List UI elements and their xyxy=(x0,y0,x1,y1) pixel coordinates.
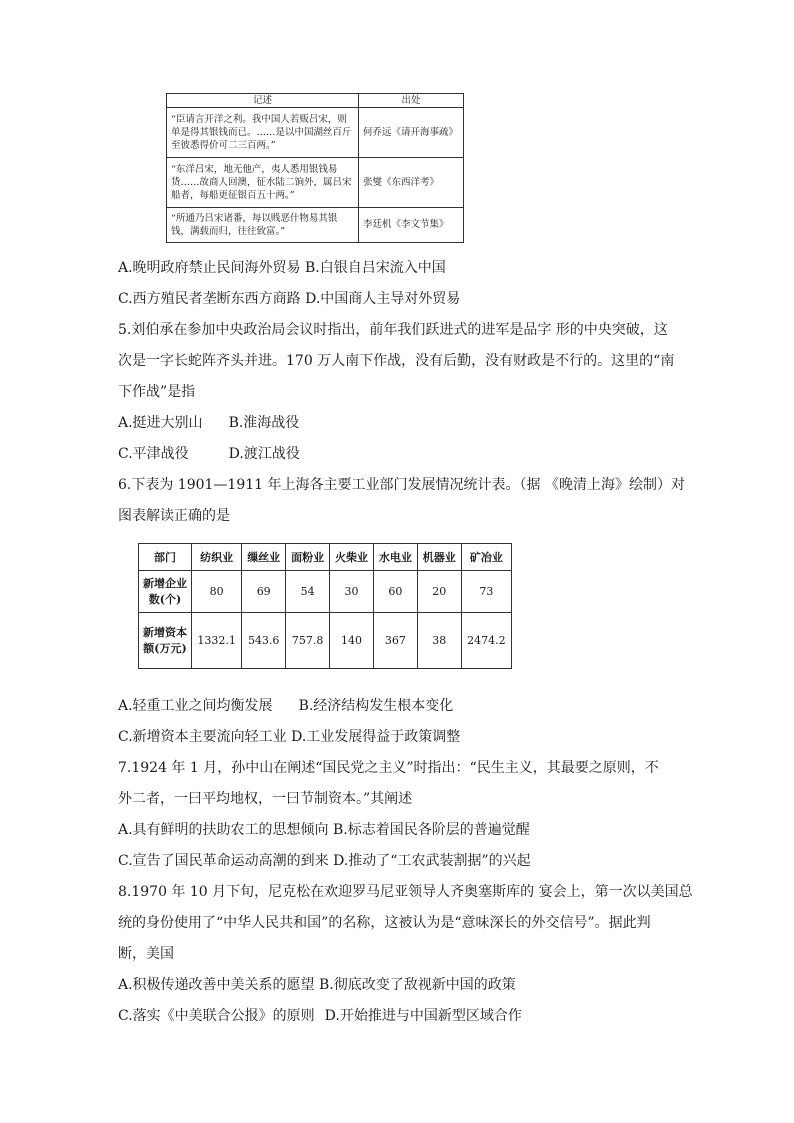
q6-options-ab xyxy=(118,696,453,716)
table1-header-record: 记述 xyxy=(167,94,359,108)
q8-stem-line-3: 断，美国 xyxy=(118,946,174,962)
q6-stem-line-2: 图表解读正确的是 xyxy=(118,508,230,524)
table2-cell: 757.8 xyxy=(286,613,330,669)
q6-option-a: A.轻重工业之间均衡发展 xyxy=(118,698,273,714)
table2-header-utility: 水电业 xyxy=(373,544,417,571)
q5-stem-line-1: 5.刘伯承在参加中央政治局会议时指出，前年我们跃进式的进军是品字 形的中央突破，这 xyxy=(118,322,668,338)
table2-cell: 30 xyxy=(330,571,374,613)
q7-stem-line-1: 7.1924 年 1 月，孙中山在阐述“国民党之主义”时指出：“民生主义，其最要之原则，不 xyxy=(118,760,659,776)
table2-cell: 69 xyxy=(242,571,286,613)
q8-options-ab: A.积极传递改善中美关系的愿望 B.彻底改变了敌视新中国的政策 xyxy=(118,977,516,993)
q6-options-cd: C.新增资本主要流向轻工业 D.工业发展得益于政策调整 xyxy=(118,729,461,745)
q5-option-d: D.渡江战役 xyxy=(228,446,300,462)
table2-header-mining: 矿冶业 xyxy=(461,544,511,571)
table2-header-silk: 缫丝业 xyxy=(242,544,286,571)
table1-quote-2: “东洋吕宋，地无他产，夷人悉用银钱易货……故商人回澳，征水陆二饷外，属吕宋船者，每船更征银百五十两。” xyxy=(167,157,359,207)
table1-header-source: 出处 xyxy=(359,94,464,108)
quote-source-table xyxy=(166,93,464,243)
table1-quote-1: “臣请言开洋之利。我中国人若贩吕宋，则单是得其银钱而已。……是以中国湖丝百斤至彼悉得价可二三百两。” xyxy=(167,108,359,158)
table2-row1-label: 新增企业数(个) xyxy=(139,571,192,613)
table2-cell: 543.6 xyxy=(242,613,286,669)
q7-options-cd: C.宣告了国民革命运动高潮的到来 D.推动了“工农武装割据”的兴起 xyxy=(118,853,531,869)
table2-cell: 73 xyxy=(461,571,511,613)
q7-options-ab: A.具有鲜明的扶助农工的思想倾向 B.标志着国民各阶层的普遍觉醒 xyxy=(118,822,530,838)
q5-options-ab xyxy=(118,413,299,433)
table1-quote-3: “所通乃吕宋诸番，每以贱恶什物易其银钱，满载而归，往往致富。” xyxy=(167,207,359,242)
table2-cell: 38 xyxy=(417,613,461,669)
table2-header-machine: 机器业 xyxy=(417,544,461,571)
table2-cell: 20 xyxy=(417,571,461,613)
table2-cell: 80 xyxy=(192,571,242,613)
q8-option-c: C.落实《中美联合公报》的原则 xyxy=(118,1008,315,1024)
table2-header-dept: 部门 xyxy=(139,544,192,571)
table2-cell: 367 xyxy=(373,613,417,669)
table2-row2-label: 新增资本额(万元) xyxy=(139,613,192,669)
q4-options-ab: A.晚明政府禁止民间海外贸易 B.白银自吕宋流入中国 xyxy=(118,260,446,276)
table2-cell: 140 xyxy=(330,613,374,669)
q6-stem-line-1: 6.下表为 1901—1911 年上海各主要工业部门发展情况统计表。（据 《晚清上海》绘制）对 xyxy=(118,477,685,493)
q5-stem-line-3: 下作战”是指 xyxy=(118,384,196,400)
q8-stem-line-2: 统的身份使用了“中华人民共和国”的名称，这被认为是“意味深长的外交信号”。据此判 xyxy=(118,915,651,931)
table2-cell: 54 xyxy=(286,571,330,613)
table1-source-1: 何乔远《请开海事疏》 xyxy=(359,108,464,158)
industry-statistics-table xyxy=(138,543,512,669)
table2-header-textile: 纺织业 xyxy=(192,544,242,571)
q5-option-b: B.淮海战役 xyxy=(228,415,300,431)
table2-cell: 1332.1 xyxy=(192,613,242,669)
q5-option-c: C.平津战役 xyxy=(118,446,189,462)
q5-stem-line-2: 次是一字长蛇阵齐头并进。170 万人南下作战，没有后勤，没有财政是不行的。这里的“南 xyxy=(118,353,675,369)
q7-stem-line-2: 外二者，一曰平均地权，一曰节制资本。”其阐述 xyxy=(118,791,413,807)
q6-option-b: B.经济结构发生根本变化 xyxy=(298,698,454,714)
q8-options-cd xyxy=(118,1006,522,1026)
q5-options-cd xyxy=(118,444,300,464)
table1-source-2: 张燮《东西洋考》 xyxy=(359,157,464,207)
q8-stem-line-1: 8.1970 年 10 月下旬，尼克松在欢迎罗马尼亚领导人齐奥塞斯库的 宴会上，第一次以美国总 xyxy=(118,884,693,900)
table2-cell: 2474.2 xyxy=(461,613,511,669)
table2-header-flour: 面粉业 xyxy=(286,544,330,571)
q4-options-cd: C.西方殖民者垄断东西方商路 D.中国商人主导对外贸易 xyxy=(118,291,461,307)
table1-source-3: 李廷机《李文节集》 xyxy=(359,207,464,242)
q5-option-a: A.挺进大别山 xyxy=(118,415,203,431)
table2-header-match: 火柴业 xyxy=(330,544,374,571)
q8-option-d: D.开始推进与中国新型区域合作 xyxy=(324,1008,522,1024)
table2-cell: 60 xyxy=(373,571,417,613)
